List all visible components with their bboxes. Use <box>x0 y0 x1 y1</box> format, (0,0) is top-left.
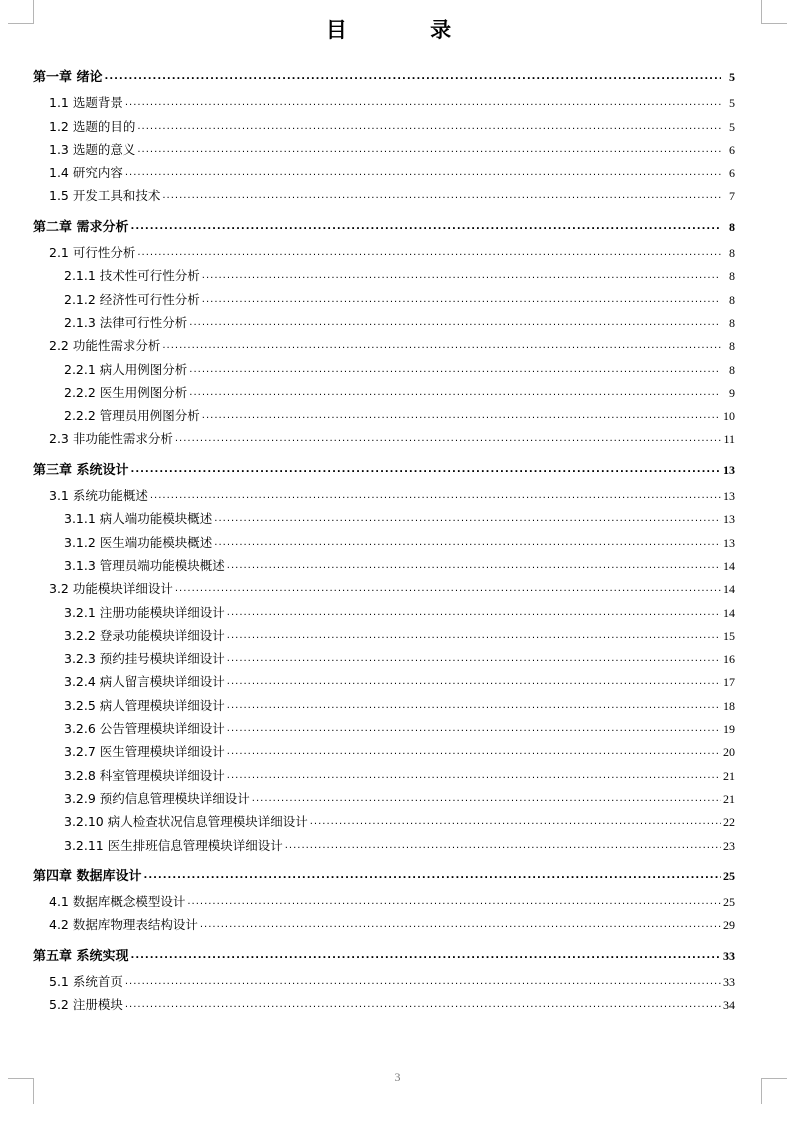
toc-label: 3.1.3 管理员端功能模块概述 <box>64 557 225 573</box>
toc-leader <box>227 607 721 618</box>
toc-leader <box>285 840 721 851</box>
toc-subsection[interactable] <box>33 812 735 835</box>
toc-page: 5 <box>729 119 735 134</box>
toc-section[interactable] <box>33 117 735 140</box>
toc-page: 8 <box>729 246 735 261</box>
toc-label: 4.2 数据库物理表结构设计 <box>49 917 198 933</box>
toc-page: 17 <box>723 675 735 690</box>
toc-label: 3.2.6 公告管理模块详细设计 <box>64 721 225 737</box>
toc-page: 13 <box>723 462 735 477</box>
toc-leader <box>227 700 721 711</box>
toc-leader <box>227 560 721 571</box>
toc-subsection[interactable] <box>33 672 735 695</box>
toc-label: 1.4 研究内容 <box>49 165 123 181</box>
toc-page: 6 <box>729 166 735 181</box>
toc-label: 3.1.2 医生端功能模块概述 <box>64 534 213 550</box>
toc-label: 第二章 需求分析 <box>33 219 129 235</box>
toc-leader <box>125 97 721 108</box>
toc-subsection[interactable] <box>33 742 735 765</box>
toc-label: 第五章 系统实现 <box>33 948 129 964</box>
toc-page: 14 <box>723 605 735 620</box>
toc-leader <box>202 270 721 281</box>
toc-label: 2.2.2 医生用例图分析 <box>64 384 188 400</box>
toc-page: 8 <box>729 339 735 354</box>
toc-page: 11 <box>723 432 735 447</box>
toc-subsection[interactable] <box>33 406 735 429</box>
toc-subsection[interactable] <box>33 649 735 672</box>
page-number: 3 <box>394 1070 401 1084</box>
toc-leader <box>189 387 721 398</box>
toc-leader <box>202 294 721 305</box>
toc-page: 16 <box>723 652 735 667</box>
toc-section[interactable] <box>33 243 735 266</box>
toc-page: 7 <box>729 189 735 204</box>
toc-label: 3.2.3 预约挂号模块详细设计 <box>64 651 225 667</box>
toc-label: 3.2.1 注册功能模块详细设计 <box>64 604 225 620</box>
toc-page: 13 <box>723 535 735 550</box>
toc-page: 5 <box>729 70 735 84</box>
toc-subsection[interactable] <box>33 313 735 336</box>
toc-chapter[interactable] <box>33 945 735 968</box>
toc-section[interactable] <box>33 163 735 186</box>
page-title: 目 录 <box>325 18 490 42</box>
toc-label: 2.3 非功能性需求分析 <box>49 431 173 447</box>
toc-subsection[interactable] <box>33 789 735 812</box>
toc-page: 18 <box>723 698 735 713</box>
toc-leader <box>131 221 721 232</box>
toc-label: 3.1 系统功能概述 <box>49 488 148 504</box>
toc-label: 2.1.3 法律可行性分析 <box>64 314 188 330</box>
toc-leader <box>137 247 721 258</box>
toc-leader <box>227 723 721 734</box>
toc-leader <box>227 630 721 641</box>
toc-page: 8 <box>729 269 735 284</box>
toc-leader <box>189 364 721 375</box>
toc-label: 3.2.11 医生排班信息管理模块详细设计 <box>64 837 283 853</box>
toc-subsection[interactable] <box>33 603 735 626</box>
toc-subsection[interactable] <box>33 509 735 532</box>
toc-subsection[interactable] <box>33 360 735 383</box>
toc-label: 1.2 选题的目的 <box>49 118 136 134</box>
toc-leader <box>125 976 721 987</box>
toc-subsection[interactable] <box>33 266 735 289</box>
toc-page: 34 <box>723 998 735 1013</box>
toc-leader <box>131 464 721 475</box>
toc-label: 1.3 选题的意义 <box>49 141 136 157</box>
toc-chapter[interactable] <box>33 216 735 239</box>
toc-label: 3.2.10 病人检查状况信息管理模块详细设计 <box>64 814 308 830</box>
toc-page: 21 <box>723 791 735 806</box>
toc-label: 3.2.2 登录功能模块详细设计 <box>64 627 225 643</box>
toc-leader <box>125 999 721 1010</box>
toc-section[interactable] <box>33 429 735 452</box>
toc-leader <box>214 513 721 524</box>
toc-leader <box>310 816 721 827</box>
toc-subsection[interactable] <box>33 836 735 859</box>
toc-label: 2.1 可行性分析 <box>49 245 136 261</box>
toc-subsection[interactable] <box>33 626 735 649</box>
toc-section[interactable] <box>33 486 735 509</box>
toc-label: 3.2.7 医生管理模块详细设计 <box>64 744 225 760</box>
toc-leader <box>214 537 721 548</box>
toc-label: 第三章 系统设计 <box>33 462 129 478</box>
toc-label: 3.1.1 病人端功能模块概述 <box>64 511 213 527</box>
toc-page: 19 <box>723 722 735 737</box>
toc-subsection[interactable] <box>33 696 735 719</box>
toc-chapter[interactable] <box>33 459 735 482</box>
toc-page: 6 <box>729 142 735 157</box>
toc-page: 21 <box>723 768 735 783</box>
toc-leader <box>227 676 721 687</box>
toc-label: 3.2.5 病人管理模块详细设计 <box>64 697 225 713</box>
toc-subsection[interactable] <box>33 533 735 556</box>
toc-page: 33 <box>723 974 735 989</box>
toc-leader <box>175 433 721 444</box>
toc-page: 25 <box>723 895 735 910</box>
table-of-contents <box>33 60 735 1019</box>
toc-page: 22 <box>723 815 735 830</box>
toc-subsection[interactable] <box>33 766 735 789</box>
toc-leader <box>175 583 721 594</box>
toc-section[interactable] <box>33 915 735 938</box>
toc-section[interactable] <box>33 140 735 163</box>
toc-chapter[interactable] <box>33 865 735 888</box>
toc-label: 5.2 注册模块 <box>49 997 123 1013</box>
toc-label: 3.2.9 预约信息管理模块详细设计 <box>64 790 250 806</box>
toc-page: 29 <box>723 918 735 933</box>
toc-label: 2.2.1 病人用例图分析 <box>64 361 188 377</box>
toc-page: 8 <box>729 315 735 330</box>
toc-label: 2.1.2 经济性可行性分析 <box>64 291 200 307</box>
toc-page: 10 <box>723 409 735 424</box>
toc-subsection[interactable] <box>33 290 735 313</box>
toc-label: 2.1.1 技术性可行性分析 <box>64 268 200 284</box>
toc-label: 3.2.4 病人留言模块详细设计 <box>64 674 225 690</box>
toc-section[interactable] <box>33 995 735 1018</box>
toc-label: 第四章 数据库设计 <box>33 868 142 884</box>
toc-label: 1.5 开发工具和技术 <box>49 188 161 204</box>
toc-label: 2.2.2 管理员用例图分析 <box>64 408 200 424</box>
toc-page: 8 <box>729 362 735 377</box>
toc-page: 25 <box>723 868 735 883</box>
toc-leader <box>105 71 721 82</box>
toc-page: 14 <box>723 582 735 597</box>
toc-leader <box>162 190 721 201</box>
toc-page: 8 <box>729 292 735 307</box>
toc-label: 2.2 功能性需求分析 <box>49 338 161 354</box>
toc-leader <box>131 950 721 961</box>
toc-subsection[interactable] <box>33 719 735 742</box>
toc-subsection[interactable] <box>33 556 735 579</box>
toc-leader <box>125 167 721 178</box>
toc-page: 9 <box>729 385 735 400</box>
toc-page: 5 <box>729 96 735 111</box>
toc-leader <box>227 770 721 781</box>
toc-leader <box>227 653 721 664</box>
toc-page: 13 <box>723 512 735 527</box>
toc-leader <box>227 746 721 757</box>
toc-label: 1.1 选题背景 <box>49 95 123 111</box>
toc-section[interactable] <box>33 93 735 116</box>
toc-label: 5.1 系统首页 <box>49 973 123 989</box>
toc-section[interactable] <box>33 186 735 209</box>
toc-leader <box>137 144 721 155</box>
toc-leader <box>252 793 721 804</box>
toc-section[interactable] <box>33 892 735 915</box>
toc-label: 第一章 绪论 <box>33 70 103 85</box>
toc-page: 33 <box>723 948 735 963</box>
toc-leader <box>200 919 721 930</box>
toc-page: 14 <box>723 558 735 573</box>
toc-page: 8 <box>729 219 735 234</box>
toc-label: 4.1 数据库概念模型设计 <box>49 894 186 910</box>
toc-page: 23 <box>723 838 735 853</box>
toc-section[interactable] <box>33 336 735 359</box>
toc-subsection[interactable] <box>33 383 735 406</box>
toc-leader <box>187 896 721 907</box>
toc-leader <box>189 317 721 328</box>
toc-section[interactable] <box>33 579 735 602</box>
toc-label: 3.2.8 科室管理模块详细设计 <box>64 767 225 783</box>
toc-leader <box>144 870 721 881</box>
toc-chapter[interactable] <box>33 66 735 89</box>
toc-page: 20 <box>723 745 735 760</box>
toc-page: 15 <box>723 628 735 643</box>
toc-label: 3.2 功能模块详细设计 <box>49 581 173 597</box>
toc-section[interactable] <box>33 972 735 995</box>
toc-leader <box>150 490 721 501</box>
toc-leader <box>162 340 721 351</box>
toc-page: 13 <box>723 489 735 504</box>
toc-leader <box>137 121 721 132</box>
toc-leader <box>202 410 721 421</box>
